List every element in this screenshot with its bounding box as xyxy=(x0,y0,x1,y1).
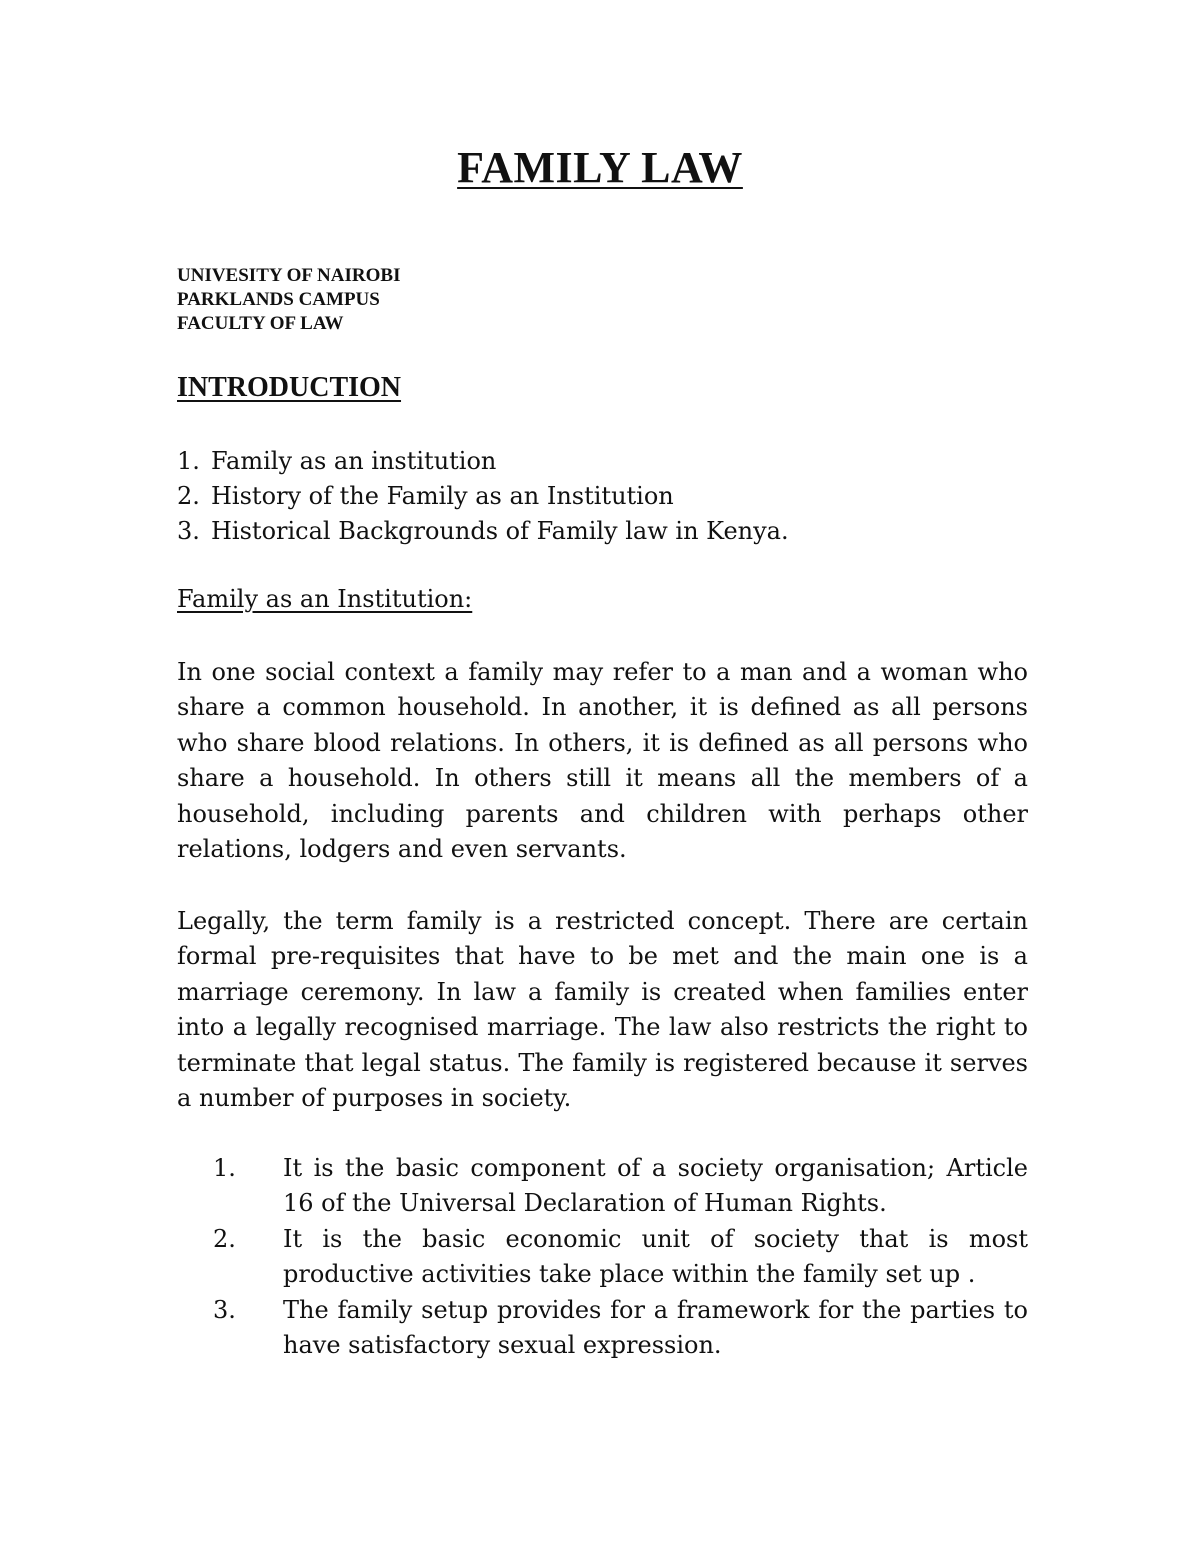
paragraph-legal-concept: Legally, the term family is a restricted concept. There are certain formal pre-requisites that have to be met and the main one is a marriage ceremony. In law a family is created when families enter into a legally recognised marriage. The law also restricts the right to terminate that legal status. The family is registered because it serves a number of purposes in society. xyxy=(177,907,1028,1113)
list-item xyxy=(177,1222,1028,1293)
list-item-number: 1. xyxy=(213,1154,236,1182)
list-item xyxy=(177,479,789,514)
institution-block xyxy=(177,264,400,336)
list-item-text: It is the basic economic unit of society that is most productive activities take place within the family set up . xyxy=(283,1224,1028,1289)
campus-name: PARKLANDS CAMPUS xyxy=(177,289,380,310)
subheading: Family as an Institution: xyxy=(177,585,473,613)
list-item-text: History of the Family as an Institution xyxy=(211,482,674,510)
section-heading: INTRODUCTION xyxy=(177,372,402,403)
topic-list xyxy=(177,444,789,549)
list-item xyxy=(177,514,789,549)
list-item-number: 2. xyxy=(213,1224,236,1253)
list-item xyxy=(177,444,789,479)
list-item-number: 1. xyxy=(177,447,200,475)
document-title: FAMILY LAW xyxy=(457,143,743,192)
list-item-number: 3. xyxy=(213,1295,236,1324)
list-item xyxy=(177,1293,1028,1364)
paragraph-family-definition: In one social context a family may refer to a man and a woman who share a common household. In another, it is defined as all persons who share blood relations. In others, it is defined as all persons who share a household. In others still it means all the members of a household, including parents and children with perhaps other relations, lodgers and even servants. xyxy=(177,658,1028,864)
university-name: UNIVESITY OF NAIROBI xyxy=(177,265,401,286)
list-item-text: Family as an institution xyxy=(211,447,497,475)
list-item-text: The family setup provides for a framework for the parties to have satisfactory sexual expression. xyxy=(283,1295,1028,1360)
list-item-number: 2. xyxy=(177,482,200,510)
faculty-name: FACULTY OF LAW xyxy=(177,313,344,334)
list-item-text: It is the basic component of a society organisation; Article 16 of the Universal Declaration of Human Rights. xyxy=(283,1154,1028,1218)
purpose-list xyxy=(177,1151,1028,1363)
list-item-text: Historical Backgrounds of Family law in Kenya. xyxy=(211,517,789,545)
list-item xyxy=(177,1151,1028,1222)
list-item-number: 3. xyxy=(177,517,200,545)
